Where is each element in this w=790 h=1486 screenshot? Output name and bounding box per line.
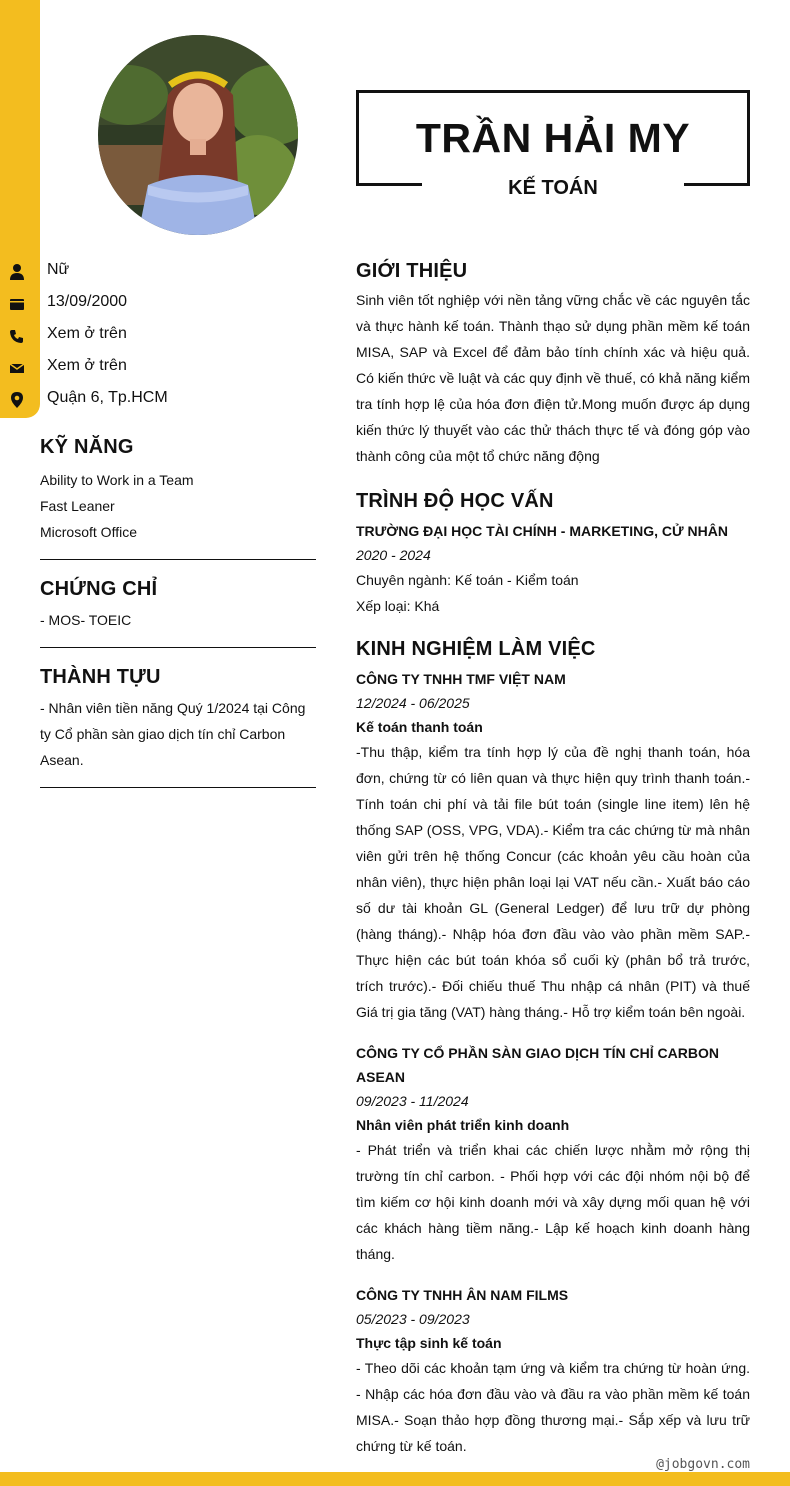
achievements-title: THÀNH TỰU	[40, 666, 161, 688]
job-role: Kế toán thanh toán	[356, 719, 483, 735]
job-company: CÔNG TY CỔ PHẦN SÀN GIAO DỊCH TÍN CHỈ CARBON ASEAN	[356, 1045, 719, 1085]
achievements-text: - Nhân viên tiền năng Quý 1/2024 tại Công ty Cổ phần sàn giao dịch tín chỉ Carbon Asean.	[40, 700, 306, 768]
experience-title: KINH NGHIỆM LÀM VIỆC	[356, 638, 596, 660]
skills-title: KỸ NĂNG	[40, 436, 134, 458]
job-title: KẾ TOÁN	[508, 177, 598, 199]
full-name: TRẦN HẢI MY	[415, 115, 691, 161]
experience-job	[356, 1041, 750, 1267]
job-description: - Theo dõi các khoản tạm ứng và kiểm tra chứng từ hoàn ứng. - Nhập các hóa đơn đầu vào và đầu ra vào phần mềm kế toán MISA.- Soạn thảo hợp đồng thương mại.- Sắp xếp và lưu trữ chứng từ kế toán.	[356, 1360, 750, 1454]
watermark: @jobgovn.com	[656, 1457, 750, 1472]
left-column	[40, 436, 316, 788]
job-role: Thực tập sinh kế toán	[356, 1335, 502, 1351]
name-box	[356, 90, 750, 199]
job-period: 09/2023 - 11/2024	[356, 1093, 469, 1109]
experience-job	[356, 1283, 750, 1459]
achievements-section	[40, 666, 316, 773]
skill-item: Ability to Work in a Team	[40, 472, 194, 488]
education-major: Chuyên ngành: Kế toán - Kiểm toán	[356, 572, 579, 588]
contact-birthday-text: 13/09/2000	[47, 293, 128, 310]
section-divider	[40, 787, 316, 788]
certificates-title: CHỨNG CHỈ	[40, 578, 158, 600]
contact-gender-text: Nữ	[47, 261, 70, 278]
job-company: CÔNG TY TNHH TMF VIỆT NAM	[356, 671, 566, 687]
experience-section	[356, 638, 750, 1459]
contact-address-text: Quận 6, Tp.HCM	[47, 389, 168, 406]
skill-item: Microsoft Office	[40, 524, 137, 540]
email-icon	[8, 359, 26, 377]
education-period: 2020 - 2024	[356, 547, 431, 563]
skills-section	[40, 436, 316, 545]
job-role: Nhân viên phát triển kinh doanh	[356, 1117, 570, 1133]
certificates-text: - MOS- TOEIC	[40, 612, 132, 628]
phone-icon	[8, 327, 26, 345]
education-title: TRÌNH ĐỘ HỌC VẤN	[356, 490, 554, 512]
contact-phone-text: Xem ở trên	[47, 325, 127, 342]
job-description: - Phát triển và triển khai các chiến lược nhằm mở rộng thị trường tín chỉ carbon. - Phối hợp với các đội nhóm nội bộ để tìm kiếm cơ hội kinh doanh mới và xây dựng mối quan hệ với các khách hàng tiềm năng.- Lập kế hoạch kinh doanh hàng tháng.	[356, 1142, 750, 1262]
intro-text: Sinh viên tốt nghiệp với nền tảng vững chắc về các nguyên tắc và thực hành kế toán. Thành thạo sử dụng phần mềm kế toán MISA, SAP và Excel để đảm bảo tính chính xác và hiệu quả. Có kiến thức về luật và các quy định về thuế, có khả năng kiểm tra tính hợp lệ của hóa đơn điện tử.Mong muốn được áp dụng kiến thức lý thuyết vào các thử thách thực tế và đóng góp vào thành công của một tổ chức năng động	[356, 292, 750, 464]
intro-section	[356, 260, 750, 469]
contact-email	[0, 355, 300, 379]
footer-accent-band	[0, 1472, 790, 1486]
person-icon	[8, 263, 26, 281]
skill-item: Fast Leaner	[40, 498, 115, 514]
education-section	[356, 490, 750, 619]
profile-photo-illustration	[98, 35, 298, 235]
intro-title: GIỚI THIỆU	[356, 260, 468, 282]
section-divider	[40, 559, 316, 560]
education-school: TRƯỜNG ĐẠI HỌC TÀI CHÍNH - MARKETING, CỬ NHÂN	[356, 523, 728, 539]
contact-email-text: Xem ở trên	[47, 357, 127, 374]
contact-address	[0, 387, 300, 411]
profile-photo	[98, 35, 298, 235]
job-period: 05/2023 - 09/2023	[356, 1311, 470, 1327]
location-icon	[8, 391, 26, 409]
education-grade: Xếp loại: Khá	[356, 598, 440, 614]
job-period: 12/2024 - 06/2025	[356, 695, 470, 711]
certificates-section	[40, 578, 316, 633]
experience-job	[356, 667, 750, 1025]
contact-phone	[0, 323, 300, 347]
section-divider	[40, 647, 316, 648]
job-company: CÔNG TY TNHH ÂN NAM FILMS	[356, 1287, 569, 1303]
contact-birthday	[0, 291, 300, 315]
calendar-icon	[8, 295, 26, 313]
job-description: -Thu thập, kiểm tra tính hợp lý của đề nghị thanh toán, hóa đơn, chứng từ có liên quan và thực hiện quy trình thanh toán.- Tính toán chi phí và tải file bút toán (single line item) lên hệ thống SAP (OSS, VPG, VDA).- Kiểm tra các chứng từ mà nhân viên gửi trên hệ thống Concur (các khoản yêu cầu hoàn của nhân viên), thực hiện phân loại lại VAT nếu cần.- Xuất báo cáo số dư tài khoản GL (General Ledger) để lưu trữ dự phòng (hàng tháng).- Nhập hóa đơn đầu vào vào phần mềm SAP.- Thực hiện các bút toán khóa sổ cuối kỳ (phân bổ trả trước, trích trước).- Đối chiếu thuế Thu nhập cá nhân (PIT) và thuế Giá trị gia tăng (VAT) hàng tháng.- Hỗ trợ kiểm toán bên ngoài.	[356, 744, 750, 1020]
contact-gender	[0, 259, 300, 283]
